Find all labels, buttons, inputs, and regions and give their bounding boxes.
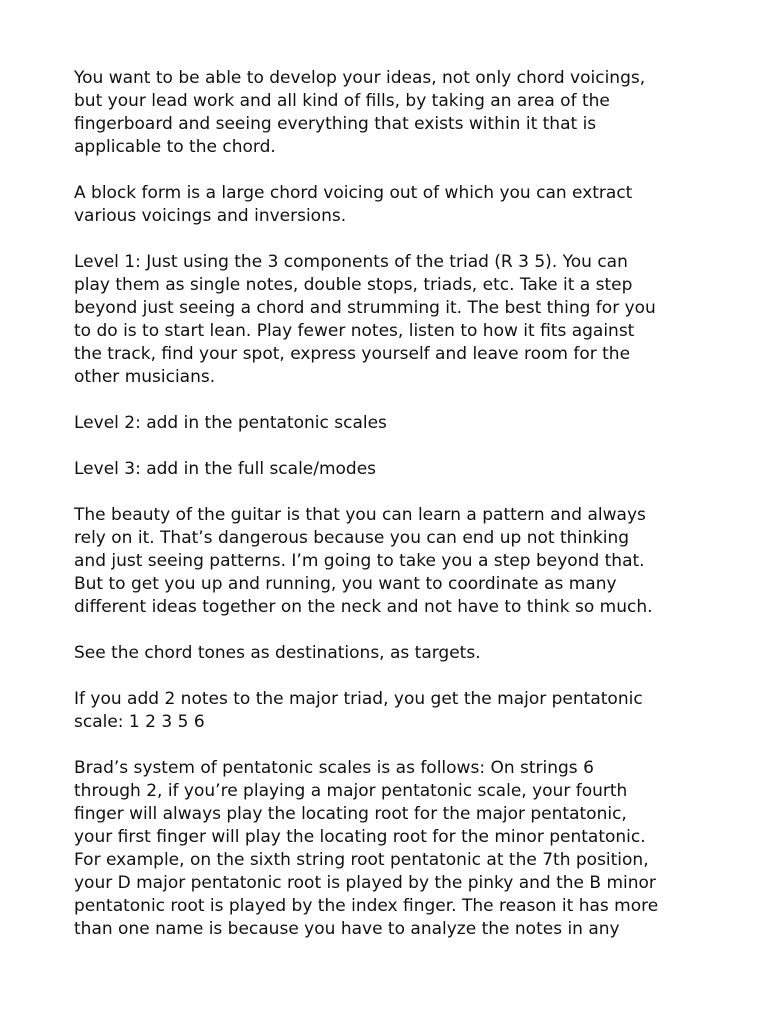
paragraph-block-form: A block form is a large chord voicing out of which you can extract various voicings and inversions.	[74, 183, 633, 226]
paragraph-guitar-patterns: The beauty of the guitar is that you can learn a pattern and always rely on it. That’s dangerous because you can end up not thinking and just seeing patterns. I’m going to take you a step beyond that. But to get you up and running, you want to coordinate as many different ideas together on the neck and not have to think so much.	[74, 505, 653, 617]
paragraph-develop-ideas: You want to be able to develop your ideas, not only chord voicings, but your lead work and all kind of fills, by taking an area of the fingerboard and seeing everything that exists within it that is applicable to the chord.	[74, 68, 646, 157]
paragraph-chord-tones: See the chord tones as destinations, as targets.	[74, 643, 481, 663]
document-page	[74, 67, 714, 964]
paragraph-level-3: Level 3: add in the full scale/modes	[74, 459, 377, 479]
paragraph-major-pentatonic: If you add 2 notes to the major triad, you get the major pentatonic scale: 1 2 3 5 6	[74, 689, 643, 732]
paragraph-brads-system: Brad’s system of pentatonic scales is as follows: On strings 6 through 2, if you’re playing a major pentatonic scale, your fourth finger will always play the locating root for the major pentatonic, your first finger will play the locating root for the minor pentatonic. For example, on the sixth string root pentatonic at the 7th position, your D major pentatonic root is played by the pinky and the B minor pentatonic root is played by the index finger. The reason it has more than one name is because you have to analyze the notes in any	[74, 758, 659, 939]
paragraph-level-2: Level 2: add in the pentatonic scales	[74, 413, 387, 433]
paragraph-level-1: Level 1: Just using the 3 components of the triad (R 3 5). You can play them as single notes, double stops, triads, etc. Take it a step beyond just seeing a chord and strumming it. The best thing for you to do is to start lean. Play fewer notes, listen to how it fits against the track, find your spot, express yourself and leave room for the other musicians.	[74, 252, 656, 387]
